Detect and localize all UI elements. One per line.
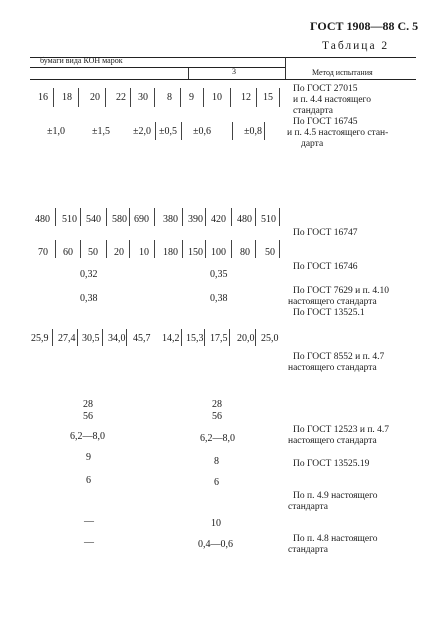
method-text: По ГОСТ 16747 <box>293 228 358 238</box>
tick <box>102 329 103 346</box>
cell: 50 <box>88 247 98 258</box>
tick <box>255 240 256 258</box>
cell: 420 <box>211 214 226 225</box>
cell: 180 <box>163 247 178 258</box>
cell: 480 <box>35 214 50 225</box>
method-text: По п. 4.8 настоящего <box>293 534 378 544</box>
cell: ±0,6 <box>193 126 211 137</box>
cell: 80 <box>240 247 250 258</box>
method-text: По ГОСТ 13525.19 <box>293 459 370 469</box>
tick <box>80 208 81 226</box>
tick <box>77 329 78 346</box>
cell: 0,32 <box>80 269 98 280</box>
cell: 380 <box>163 214 178 225</box>
cell: 30 <box>138 92 148 103</box>
cell: 8 <box>167 92 172 103</box>
tick <box>279 208 280 226</box>
cell: 70 <box>38 247 48 258</box>
cell: 150 <box>188 247 203 258</box>
tick <box>203 88 204 107</box>
cell: 45,7 <box>133 333 151 344</box>
tick <box>55 240 56 258</box>
cell: 480 <box>237 214 252 225</box>
cell: 15,3 <box>186 333 204 344</box>
method-text: стандарта <box>288 502 328 512</box>
cell: — <box>84 537 94 548</box>
tick <box>105 88 106 107</box>
tick <box>53 88 54 107</box>
cell: 6,2—8,0 <box>200 433 235 444</box>
tick <box>229 329 230 346</box>
method-text: По ГОСТ 16746 <box>293 262 358 272</box>
cell: 100 <box>211 247 226 258</box>
head-group-label: бумаги вида КОН марок <box>40 56 123 65</box>
tick <box>231 208 232 226</box>
method-text: дарта <box>301 139 324 149</box>
cell: 18 <box>62 92 72 103</box>
cell: 690 <box>134 214 149 225</box>
tick <box>129 208 130 226</box>
head-divider-left <box>188 67 189 79</box>
cell: 20,0 <box>237 333 255 344</box>
cell: ±0,8 <box>244 126 262 137</box>
tick <box>154 240 155 258</box>
cell: 25,9 <box>31 333 49 344</box>
cell: 14,2 <box>162 333 180 344</box>
table-caption: Таблица 2 <box>322 40 390 52</box>
cell: 0,38 <box>80 293 98 304</box>
cell: — <box>84 516 94 527</box>
head-divider-method <box>285 57 286 79</box>
cell: 20 <box>90 92 100 103</box>
tick <box>181 329 182 346</box>
tick <box>55 208 56 226</box>
cell: 20 <box>114 247 124 258</box>
method-text: По ГОСТ 12523 и п. 4.7 <box>293 425 390 435</box>
tick <box>255 208 256 226</box>
tick <box>232 122 233 140</box>
head-col3: 3 <box>232 67 236 76</box>
cell: 28 <box>212 399 222 410</box>
tick <box>231 240 232 258</box>
tick <box>279 88 280 107</box>
cell: ±1,0 <box>47 126 65 137</box>
tick <box>180 88 181 107</box>
tick <box>182 240 183 258</box>
table-head-rule <box>30 79 416 80</box>
tick <box>230 88 231 107</box>
tick <box>255 329 256 346</box>
cell: 0,4—0,6 <box>198 539 233 550</box>
tick <box>205 208 206 226</box>
cell: 22 <box>116 92 126 103</box>
tick <box>155 122 156 140</box>
cell: 34,0 <box>108 333 126 344</box>
method-text: По ГОСТ 7629 и п. 4.10 <box>293 286 390 296</box>
tick <box>279 240 280 258</box>
cell: 0,38 <box>210 293 228 304</box>
tick <box>204 329 205 346</box>
cell: 540 <box>86 214 101 225</box>
tick <box>264 122 265 140</box>
cell: 60 <box>63 247 73 258</box>
cell: 6,2—8,0 <box>70 431 105 442</box>
cell: 50 <box>265 247 275 258</box>
cell: 10 <box>139 247 149 258</box>
cell: 10 <box>212 92 222 103</box>
tick <box>256 88 257 107</box>
tick <box>78 88 79 107</box>
method-text: По ГОСТ 16745 <box>293 117 358 127</box>
cell: 15 <box>263 92 273 103</box>
cell: 6 <box>214 477 219 488</box>
cell: ±2,0 <box>133 126 151 137</box>
tick <box>129 240 130 258</box>
cell: 8 <box>214 456 219 467</box>
cell: 25,0 <box>261 333 279 344</box>
cell: 9 <box>189 92 194 103</box>
method-text: стандарта <box>293 106 333 116</box>
tick <box>154 88 155 107</box>
cell: 17,5 <box>210 333 228 344</box>
tick <box>205 240 206 258</box>
cell: 30,5 <box>82 333 100 344</box>
tick <box>106 240 107 258</box>
tick <box>126 329 127 346</box>
tick <box>154 208 155 226</box>
cell: 56 <box>212 411 222 422</box>
cell: 9 <box>86 452 91 463</box>
method-text: и п. 4.5 настоящего стан- <box>287 128 389 138</box>
tick <box>52 329 53 346</box>
cell: 580 <box>112 214 127 225</box>
cell: 390 <box>188 214 203 225</box>
method-text: настоящего стандарта <box>288 436 377 446</box>
cell: 6 <box>86 475 91 486</box>
method-text: настоящего стандарта <box>288 363 377 373</box>
cell: 28 <box>83 399 93 410</box>
cell: ±1,5 <box>92 126 110 137</box>
cell: 12 <box>241 92 251 103</box>
tick <box>182 208 183 226</box>
method-text: настоящего стандарта <box>288 297 377 307</box>
head-subrule <box>30 67 285 68</box>
method-text: и п. 4.4 настоящего <box>293 95 371 105</box>
cell: 10 <box>211 518 221 529</box>
cell: 27,4 <box>58 333 76 344</box>
head-method: Метод испытания <box>312 68 373 77</box>
method-text: По ГОСТ 13525.1 <box>293 308 365 318</box>
tick <box>130 88 131 107</box>
cell: 510 <box>261 214 276 225</box>
document-header: ГОСТ 1908—88 С. 5 <box>310 19 419 33</box>
cell: ±0,5 <box>159 126 177 137</box>
cell: 510 <box>62 214 77 225</box>
method-text: По п. 4.9 настоящего <box>293 491 378 501</box>
method-text: стандарта <box>288 545 328 555</box>
cell: 16 <box>38 92 48 103</box>
cell: 0,35 <box>210 269 228 280</box>
cell: 56 <box>83 411 93 422</box>
tick <box>80 240 81 258</box>
method-text: По ГОСТ 27015 <box>293 84 358 94</box>
method-text: По ГОСТ 8552 и п. 4.7 <box>293 352 385 362</box>
tick <box>181 122 182 140</box>
tick <box>106 208 107 226</box>
